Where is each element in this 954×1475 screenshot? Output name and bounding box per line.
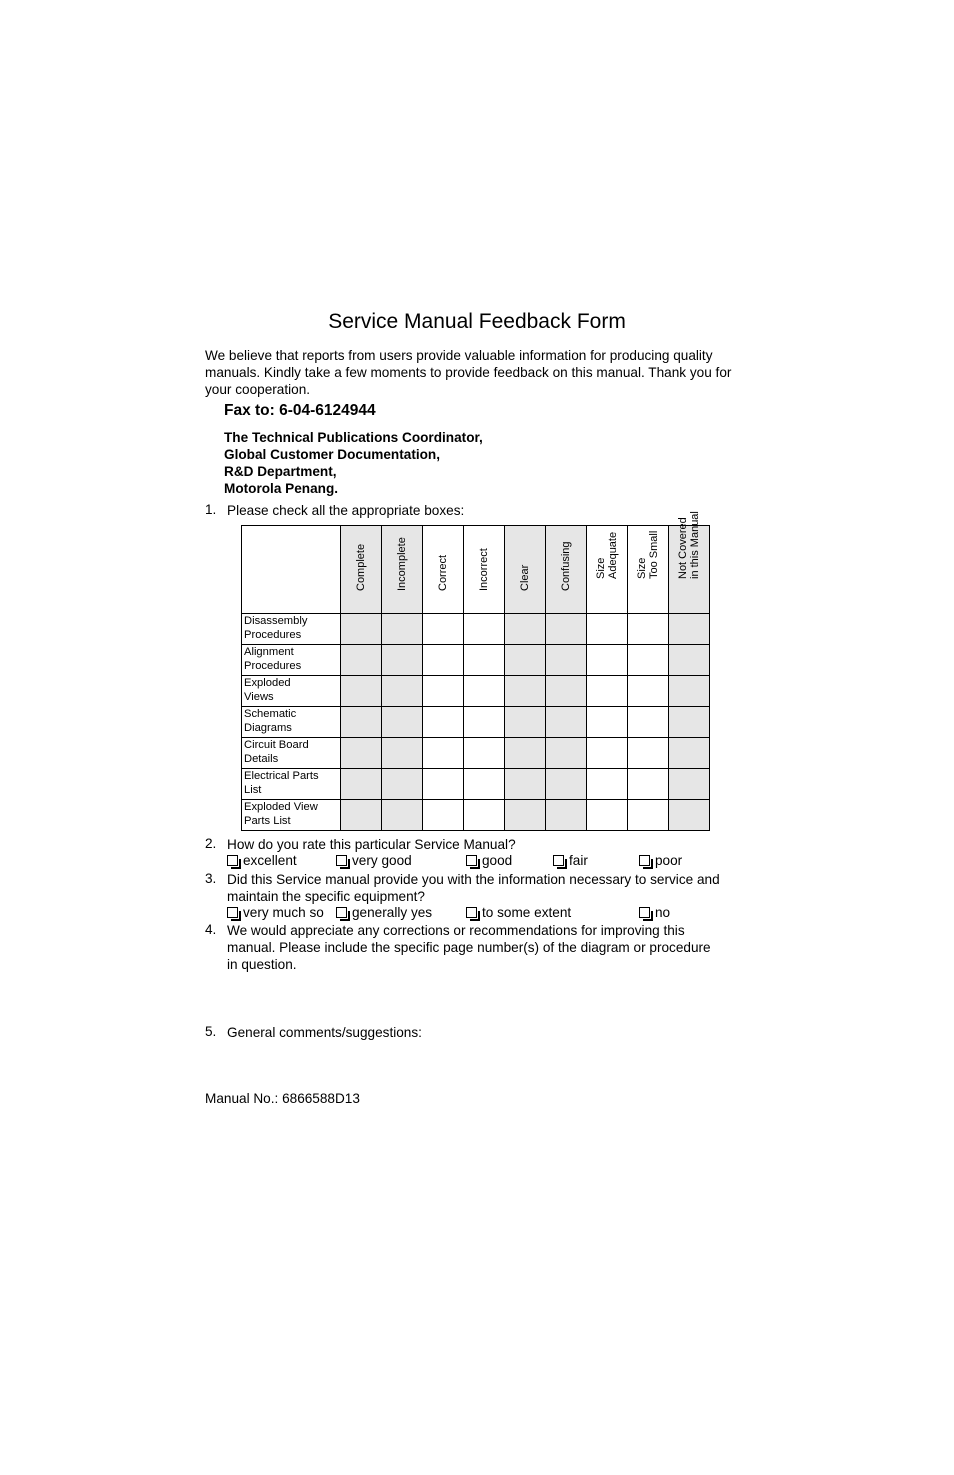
row-label: Alignment Procedures xyxy=(242,645,341,676)
checkbox-icon[interactable] xyxy=(639,907,650,918)
option-to-some-extent[interactable]: to some extent xyxy=(466,905,571,920)
grid-column-header xyxy=(382,526,423,614)
grid-row xyxy=(242,645,710,676)
question-2-text: How do you rate this particular Service Manual? xyxy=(227,837,516,852)
grid-check-cell[interactable] xyxy=(341,676,382,707)
checkbox-icon[interactable] xyxy=(639,855,650,866)
grid-row xyxy=(242,800,710,831)
option-fair[interactable]: fair xyxy=(553,853,588,868)
fax-number: Fax to: 6-04-6124944 xyxy=(224,402,376,419)
grid-check-cell[interactable] xyxy=(669,676,710,707)
grid-check-cell[interactable] xyxy=(464,707,505,738)
grid-check-cell[interactable] xyxy=(382,769,423,800)
address-line: The Technical Publications Coordinator, xyxy=(224,430,483,445)
grid-check-cell[interactable] xyxy=(464,676,505,707)
grid-check-cell[interactable] xyxy=(587,800,628,831)
grid-check-cell[interactable] xyxy=(382,800,423,831)
grid-check-cell[interactable] xyxy=(628,645,669,676)
grid-check-cell[interactable] xyxy=(341,769,382,800)
grid-check-cell[interactable] xyxy=(382,645,423,676)
grid-check-cell[interactable] xyxy=(423,738,464,769)
row-label: Exploded View Parts List xyxy=(242,800,341,831)
grid-check-cell[interactable] xyxy=(382,676,423,707)
grid-check-cell[interactable] xyxy=(341,614,382,645)
option-very-much-so[interactable]: very much so xyxy=(227,905,324,920)
column-label: Complete xyxy=(355,543,367,591)
grid-corner-cell xyxy=(242,526,341,614)
grid-check-cell[interactable] xyxy=(587,707,628,738)
grid-check-cell[interactable] xyxy=(628,676,669,707)
column-label: Incorrect xyxy=(478,548,490,591)
grid-check-cell[interactable] xyxy=(464,645,505,676)
grid-check-cell[interactable] xyxy=(669,769,710,800)
grid-check-cell[interactable] xyxy=(423,676,464,707)
checkbox-icon[interactable] xyxy=(336,907,347,918)
grid-check-cell[interactable] xyxy=(669,738,710,769)
grid-check-cell[interactable] xyxy=(546,738,587,769)
grid-check-cell[interactable] xyxy=(628,738,669,769)
grid-check-cell[interactable] xyxy=(464,769,505,800)
address-line: Global Customer Documentation, xyxy=(224,447,441,462)
manual-number: Manual No.: 6866588D13 xyxy=(205,1091,360,1106)
question-3-text: Did this Service manual provide you with the information necessary to service and maintain the specific equipment? xyxy=(227,872,720,904)
question-4-number: 4. xyxy=(205,922,217,937)
grid-check-cell[interactable] xyxy=(341,707,382,738)
grid-check-cell[interactable] xyxy=(628,707,669,738)
grid-check-cell[interactable] xyxy=(587,738,628,769)
address-line: R&D Department, xyxy=(224,464,337,479)
grid-check-cell[interactable] xyxy=(669,645,710,676)
grid-check-cell[interactable] xyxy=(423,614,464,645)
grid-check-cell[interactable] xyxy=(423,769,464,800)
form-title: Service Manual Feedback Form xyxy=(328,310,626,333)
grid-check-cell[interactable] xyxy=(505,645,546,676)
row-label: Disassembly Procedures xyxy=(242,614,341,645)
grid-check-cell[interactable] xyxy=(546,769,587,800)
mailing-address xyxy=(224,429,483,497)
grid-check-cell[interactable] xyxy=(505,769,546,800)
question-5-text: General comments/suggestions: xyxy=(227,1025,422,1040)
grid-check-cell[interactable] xyxy=(505,800,546,831)
row-label: Circuit Board Details xyxy=(242,738,341,769)
checkbox-icon[interactable] xyxy=(336,855,347,866)
grid-column-header xyxy=(587,526,628,614)
question-2-number: 2. xyxy=(205,836,217,851)
grid-column-header xyxy=(546,526,587,614)
grid-check-cell[interactable] xyxy=(382,738,423,769)
column-label: Clear xyxy=(519,564,531,591)
grid-row xyxy=(242,707,710,738)
question-1-number: 1. xyxy=(205,502,217,517)
grid-check-cell[interactable] xyxy=(669,800,710,831)
option-excellent[interactable]: excellent xyxy=(227,853,297,868)
grid-check-cell[interactable] xyxy=(587,614,628,645)
row-label: Exploded Views xyxy=(242,676,341,707)
grid-check-cell[interactable] xyxy=(505,676,546,707)
grid-check-cell[interactable] xyxy=(546,614,587,645)
grid-check-cell[interactable] xyxy=(341,800,382,831)
grid-check-cell[interactable] xyxy=(341,738,382,769)
grid-check-cell[interactable] xyxy=(382,614,423,645)
column-label: Not Covered in this Manual xyxy=(677,511,701,579)
grid-row xyxy=(242,738,710,769)
grid-row xyxy=(242,769,710,800)
option-poor[interactable]: poor xyxy=(639,853,682,868)
grid-check-cell[interactable] xyxy=(628,800,669,831)
option-good[interactable]: good xyxy=(466,853,512,868)
grid-column-header xyxy=(464,526,505,614)
grid-check-cell[interactable] xyxy=(423,800,464,831)
grid-check-cell[interactable] xyxy=(505,738,546,769)
grid-check-cell[interactable] xyxy=(587,645,628,676)
grid-column-header xyxy=(505,526,546,614)
column-label: Incomplete xyxy=(396,537,408,591)
checkbox-icon[interactable] xyxy=(466,855,477,866)
grid-check-cell[interactable] xyxy=(546,676,587,707)
grid-check-cell[interactable] xyxy=(587,676,628,707)
grid-check-cell[interactable] xyxy=(464,738,505,769)
address-line: Motorola Penang. xyxy=(224,481,339,496)
grid-check-cell[interactable] xyxy=(546,707,587,738)
option-no[interactable]: no xyxy=(639,905,670,920)
grid-check-cell[interactable] xyxy=(382,707,423,738)
grid-check-cell[interactable] xyxy=(505,614,546,645)
row-label: Schematic Diagrams xyxy=(242,707,341,738)
column-label: Confusing xyxy=(560,541,572,591)
grid-row xyxy=(242,676,710,707)
grid-check-cell[interactable] xyxy=(423,645,464,676)
checkbox-icon[interactable] xyxy=(466,907,477,918)
grid-column-header xyxy=(669,511,710,614)
grid-check-cell[interactable] xyxy=(464,800,505,831)
question-4-text: We would appreciate any corrections or recommendations for improving this manual. Please include the specific page number(s) of the diagram or procedure in question. xyxy=(227,923,711,972)
question-5-number: 5. xyxy=(205,1024,217,1039)
option-very-good[interactable]: very good xyxy=(336,853,412,868)
grid-check-cell[interactable] xyxy=(423,707,464,738)
grid-row xyxy=(242,614,710,645)
grid-check-cell[interactable] xyxy=(341,645,382,676)
column-label: Correct xyxy=(437,554,449,591)
grid-check-cell[interactable] xyxy=(628,614,669,645)
grid-column-header xyxy=(423,526,464,614)
grid-check-cell[interactable] xyxy=(628,769,669,800)
grid-check-cell[interactable] xyxy=(546,645,587,676)
checkbox-icon[interactable] xyxy=(227,907,238,918)
question-1-text: Please check all the appropriate boxes: xyxy=(227,503,465,518)
checkbox-icon[interactable] xyxy=(227,855,238,866)
grid-check-cell[interactable] xyxy=(546,800,587,831)
question-3-number: 3. xyxy=(205,871,217,886)
grid-column-header xyxy=(628,526,669,614)
rating-grid xyxy=(241,511,710,831)
column-label: Size Too Small xyxy=(636,530,660,579)
column-label: Size Adequate xyxy=(595,531,619,579)
row-label: Electrical Parts List xyxy=(242,769,341,800)
grid-column-header xyxy=(341,526,382,614)
grid-check-cell[interactable] xyxy=(505,707,546,738)
option-generally-yes[interactable]: generally yes xyxy=(336,905,432,920)
grid-check-cell[interactable] xyxy=(587,769,628,800)
grid-check-cell[interactable] xyxy=(669,614,710,645)
grid-check-cell[interactable] xyxy=(669,707,710,738)
checkbox-icon[interactable] xyxy=(553,855,564,866)
intro-paragraph: We believe that reports from users provide valuable information for producing quality manuals. Kindly take a few moments to provide feedback on this manual. Thank you for your cooperation. xyxy=(205,348,732,397)
grid-check-cell[interactable] xyxy=(464,614,505,645)
